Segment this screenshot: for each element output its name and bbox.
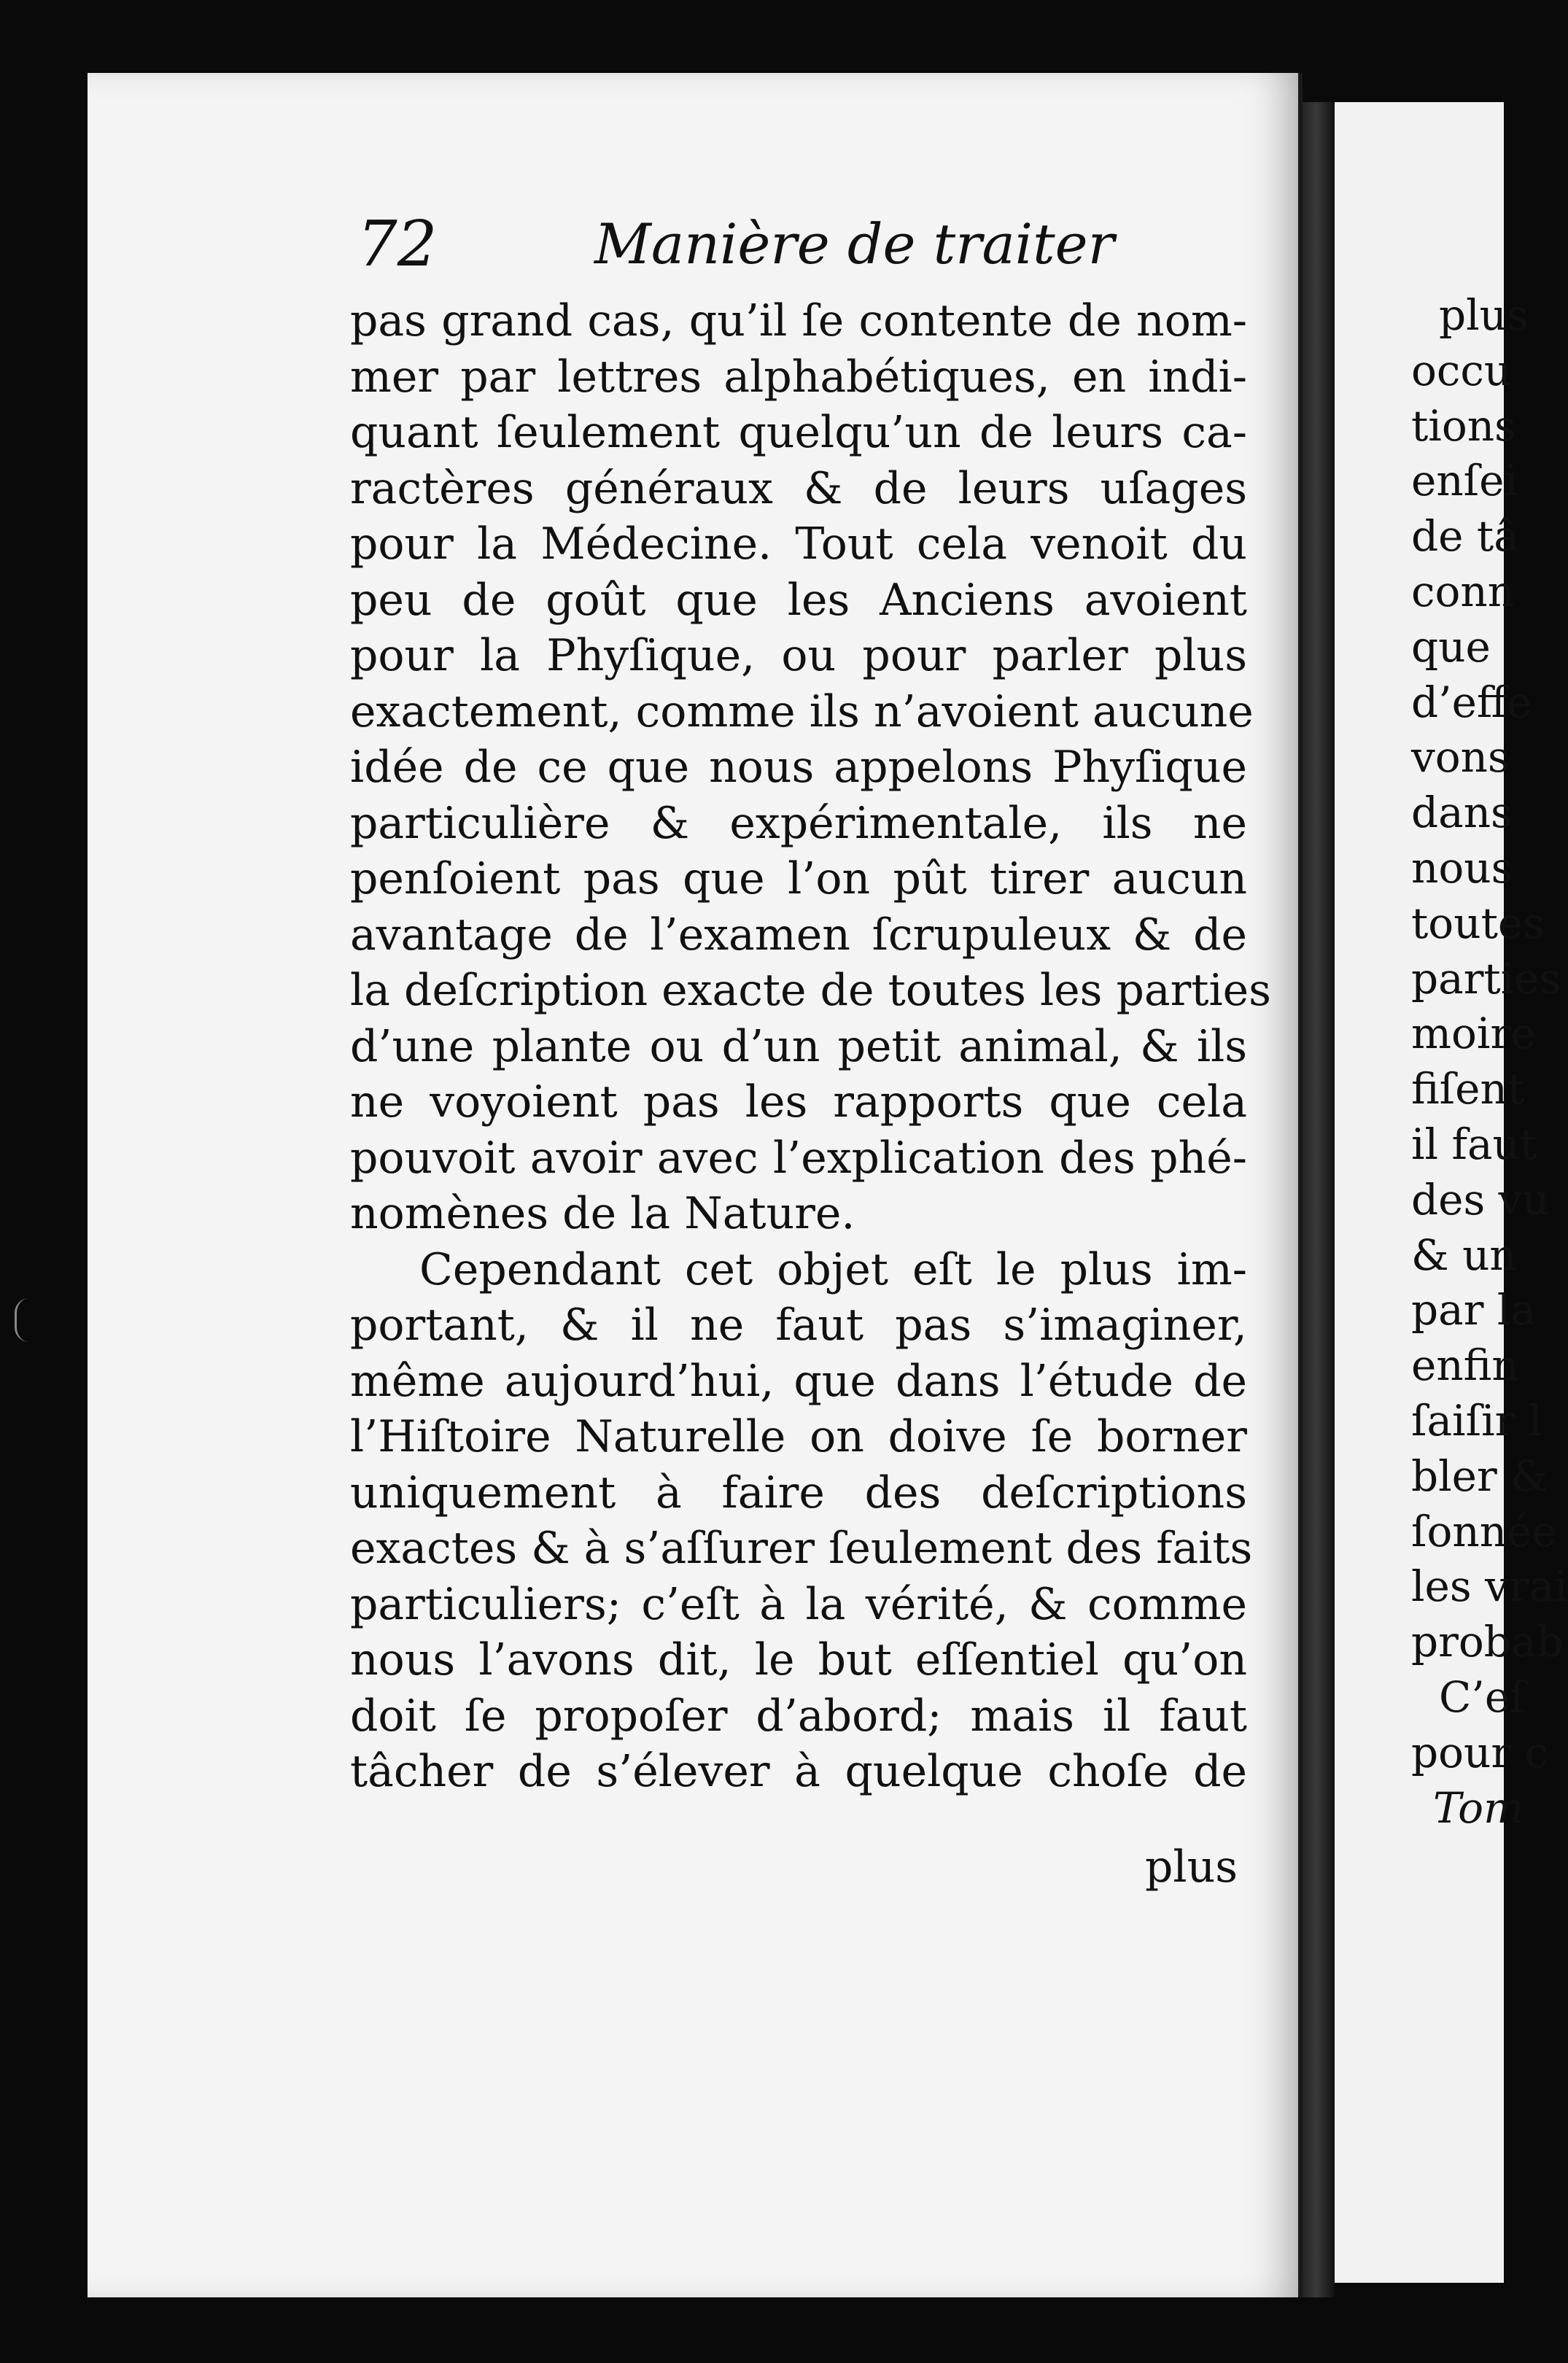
fragment-line: moire xyxy=(1411,1009,1536,1059)
text-line: Cependant cet objet eſt le plus im- xyxy=(419,1243,1247,1295)
fragment-line: de tâ xyxy=(1411,511,1519,562)
text-line: pas grand cas, qu’il ſe contente de nom- xyxy=(350,295,1247,346)
fragment-line: C’eſ xyxy=(1439,1672,1526,1722)
fragment-line: conn xyxy=(1411,566,1515,616)
text-line: pouvoit avoir avec l’explication des phé- xyxy=(350,1132,1247,1184)
fragment-line: fiſent xyxy=(1411,1064,1525,1114)
text-line: pour la Médecine. Tout cela venoit du xyxy=(350,519,1247,570)
fragment-line: ſonnée xyxy=(1411,1506,1557,1556)
fragment-line: enfin xyxy=(1411,1340,1519,1391)
text-line: ractères généraux & de leurs uſages xyxy=(350,462,1247,514)
page-header xyxy=(273,204,1222,284)
margin-mark xyxy=(15,1298,46,1342)
text-line: particulière & expérimentale, ils ne xyxy=(350,797,1247,849)
text-line: avantage de l’examen ſcrupuleux & de xyxy=(350,909,1247,961)
text-line: même aujourd’hui, que dans l’étude de xyxy=(350,1355,1247,1407)
text-line: peu de goût que les Anciens avoient xyxy=(350,574,1247,626)
fragment-line: vons xyxy=(1411,732,1510,783)
text-line: mer par lettres alphabétiques, en indi- xyxy=(350,351,1247,403)
running-head: Manière de traiter xyxy=(594,212,1114,276)
fragment-line: enſei xyxy=(1411,456,1518,506)
page-number: 72 xyxy=(357,208,438,281)
fragment-line: dans xyxy=(1411,788,1513,838)
fragment-line: les vrai xyxy=(1411,1561,1568,1612)
book-spine-gutter xyxy=(1298,102,1335,2297)
fragment-line: toutes xyxy=(1411,898,1545,948)
fragment-line: & un xyxy=(1411,1230,1517,1280)
fragment-line: bler & xyxy=(1411,1451,1548,1501)
right-page-text-fragments xyxy=(1411,288,1568,1836)
fragment-line: plus xyxy=(1439,290,1529,340)
text-line: nomènes de la Nature. xyxy=(350,1188,855,1239)
text-line: idée de ce que nous appelons Phyſique xyxy=(350,742,1247,793)
text-line: ne voyoient pas les rapports que cela xyxy=(350,1076,1247,1128)
fragment-line: probab xyxy=(1411,1617,1564,1667)
text-line: penſoient pas que l’on pût tirer aucun xyxy=(350,853,1247,904)
text-line: tâcher de s’élever à quelque choſe de xyxy=(350,1746,1247,1797)
text-line: doit ſe propoſer d’abord; mais il faut xyxy=(350,1690,1247,1742)
fragment-line: ſaiſir l xyxy=(1411,1395,1542,1446)
fragment-line: des vu xyxy=(1411,1174,1550,1225)
fragment-line: parties xyxy=(1411,953,1561,1004)
text-line: pour la Phyſique, ou pour parler plus xyxy=(350,630,1247,681)
text-line: d’une plante ou d’un petit animal, & ils xyxy=(350,1020,1247,1072)
text-line: uniquement à faire des deſcriptions xyxy=(350,1467,1247,1518)
text-line: portant, & il ne faut pas s’imaginer, xyxy=(350,1300,1247,1351)
text-line: exactement, comme ils n’avoient aucune xyxy=(350,686,1254,737)
text-line: particuliers; c’eſt à la vérité, & comme xyxy=(350,1578,1247,1630)
text-line: nous l’avons dit, le but eſſentiel qu’on xyxy=(350,1634,1247,1685)
fragment-line: pour c xyxy=(1411,1727,1549,1777)
text-line: quant ſeulement quelqu’un de leurs ca- xyxy=(350,407,1247,458)
fragment-line: il faut xyxy=(1411,1119,1537,1169)
fragment-line: nous xyxy=(1411,842,1513,893)
fragment-line: que xyxy=(1411,621,1491,672)
signature-mark: Tom xyxy=(1433,1782,1524,1833)
fragment-line: tions xyxy=(1411,400,1516,451)
catchword: plus xyxy=(1145,1842,1238,1893)
text-line: l’Hiſtoire Naturelle on doive ſe borner xyxy=(350,1411,1247,1462)
body-text xyxy=(350,293,1271,1800)
fragment-line: d’effe xyxy=(1411,677,1532,727)
text-line: la deſcription exacte de toutes les parties xyxy=(350,965,1271,1016)
text-line: exactes & à s’aſſurer ſeulement des faits xyxy=(350,1523,1253,1574)
fragment-line: par la xyxy=(1411,1285,1536,1335)
fragment-line: occu xyxy=(1411,345,1512,395)
